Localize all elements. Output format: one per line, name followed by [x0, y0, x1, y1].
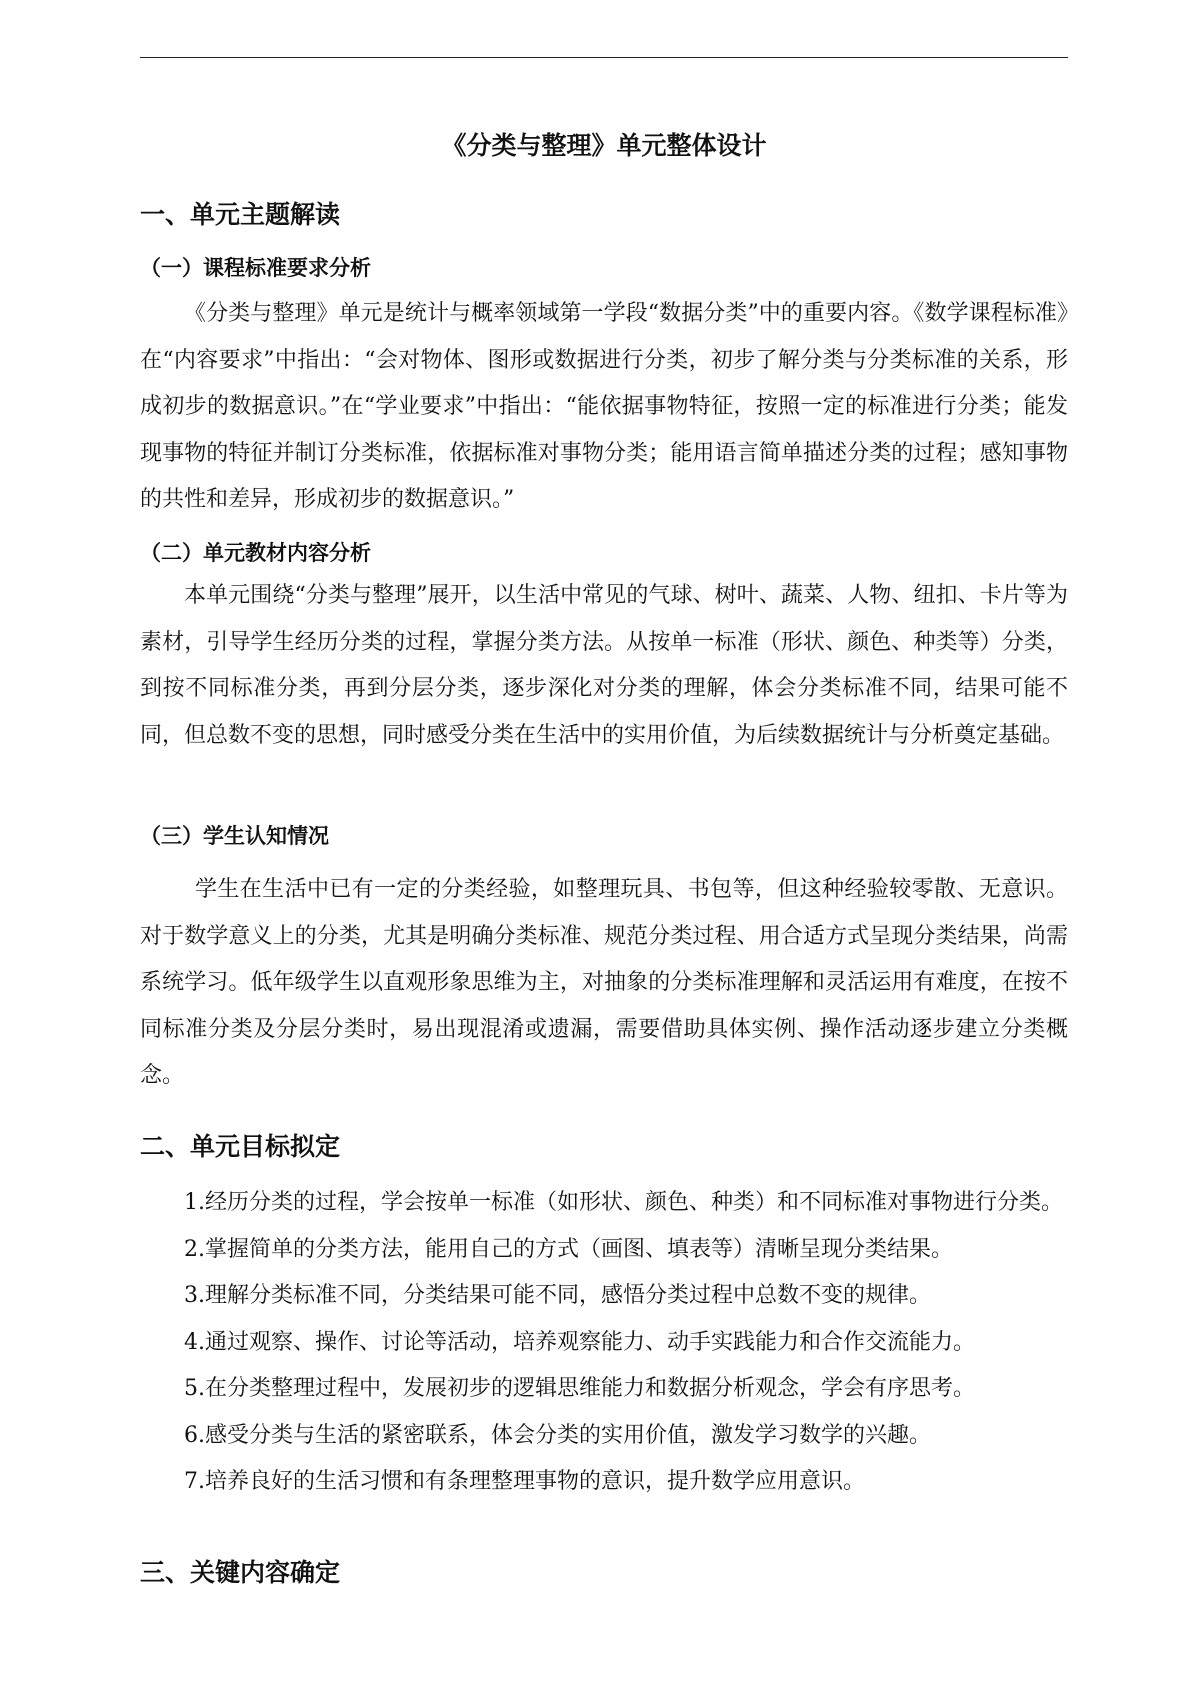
paragraph-student-cognition: 学生在生活中已有一定的分类经验，如整理玩具、书包等，但这种经验较零散、无意识。对于数学意义上的分类，尤其是明确分类标准、规范分类过程、用合适方式呈现分类结果，尚需系统学习。低年级学生以直观形象思维为主，对抽象的分类标准理解和灵活运用有难度，在按不同标准分类及分层分类时，易出现混淆或遗漏，需要借助具体实例、操作活动逐步建立分类概念。 — [140, 877, 1068, 1088]
header-rule — [140, 57, 1068, 58]
goal-item: 1.经历分类的过程，学会按单一标准（如形状、颜色、种类）和不同标准对事物进行分类。 — [184, 1190, 1063, 1215]
goal-item: 7.培养良好的生活习惯和有条理整理事物的意识，提升数学应用意识。 — [184, 1469, 865, 1494]
goals-list — [140, 1180, 1068, 1506]
subsection-heading-curriculum-standard: （一）课程标准要求分析 — [140, 256, 371, 280]
paragraph-curriculum-standard: 《分类与整理》单元是统计与概率领域第一学段“数据分类”中的重要内容。《数学课程标准》在“内容要求”中指出：“会对物体、图形或数据进行分类，初步了解分类与分类标准的关系，形成初步的数据意识。”在“学业要求”中指出：“能依据事物特征，按照一定的标准进行分类；能发现事物的特征并制订分类标准，依据标准对事物分类；能用语言简单描述分类的过程；感知事物的共性和差异，形成初步的数据意识。” — [140, 301, 1068, 512]
section-heading-unit-theme: 一、单元主题解读 — [140, 200, 341, 229]
paragraph-textbook-content: 本单元围绕“分类与整理”展开，以生活中常见的气球、树叶、蔬菜、人物、纽扣、卡片等为素材，引导学生经历分类的过程，掌握分类方法。从按单一标准（形状、颜色、种类等）分类，到按不同标准分类，再到分层分类，逐步深化对分类的理解，体会分类标准不同，结果可能不同，但总数不变的思想，同时感受分类在生活中的实用价值，为后续数据统计与分析奠定基础。 — [140, 583, 1068, 748]
goal-item: 6.感受分类与生活的紧密联系，体会分类的实用价值，激发学习数学的兴趣。 — [184, 1422, 931, 1448]
subsection-heading-textbook-content: （二）单元教材内容分析 — [140, 541, 371, 565]
goal-item: 3.理解分类标准不同，分类结果可能不同，感悟分类过程中总数不变的规律。 — [184, 1283, 931, 1308]
subsection-heading-student-cognition: （三）学生认知情况 — [140, 824, 329, 848]
section-heading-key-content: 三、关键内容确定 — [140, 1558, 341, 1587]
document-title: 《分类与整理》单元整体设计 — [441, 131, 767, 160]
goal-item: 4.通过观察、操作、讨论等活动，培养观察能力、动手实践能力和合作交流能力。 — [184, 1329, 975, 1355]
section-heading-unit-goals: 二、单元目标拟定 — [140, 1132, 341, 1161]
goal-item: 2.掌握简单的分类方法，能用自己的方式（画图、填表等）清晰呈现分类结果。 — [184, 1236, 953, 1262]
goal-item: 5.在分类整理过程中，发展初步的逻辑思维能力和数据分析观念，学会有序思考。 — [184, 1376, 975, 1401]
